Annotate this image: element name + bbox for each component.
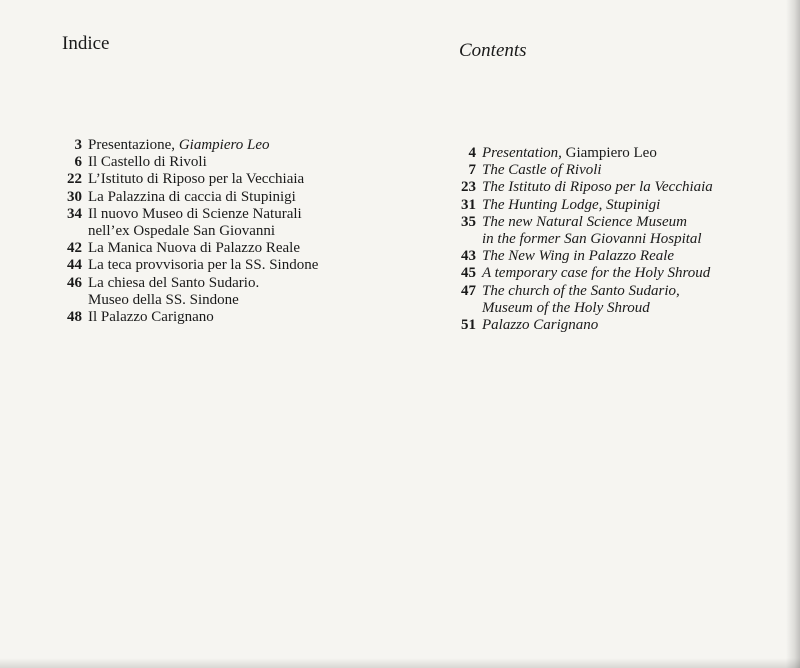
entry-title: Il Castello di Rivoli — [88, 154, 207, 171]
page-number: 4 — [468, 145, 476, 161]
page-number: 42 — [67, 240, 82, 257]
page-number: 51 — [461, 317, 476, 334]
toc-entry — [452, 145, 713, 162]
entry-title: La teca provvisoria per la SS. Sindone — [88, 257, 319, 274]
page-number: 35 — [461, 213, 476, 230]
page-number: 3 — [74, 137, 82, 153]
english-toc-list — [452, 145, 713, 334]
entry-title: The church of the Santo Sudario, Museum of the Holy Shroud — [482, 282, 680, 316]
page-number: 48 — [67, 309, 82, 326]
entry-title: Il Palazzo Carignano — [88, 309, 214, 326]
contents-heading-english: Contents — [459, 40, 527, 61]
entry-title: Presentazione, Giampiero Leo — [88, 137, 270, 153]
toc-entry — [58, 189, 318, 206]
toc-entry — [58, 171, 318, 188]
toc-entry — [58, 137, 318, 154]
page-number: 6 — [74, 154, 82, 171]
page-number: 45 — [461, 265, 476, 282]
page-number: 30 — [67, 188, 82, 205]
page-number: 31 — [461, 196, 476, 213]
entry-title: La Palazzina di caccia di Stupinigi — [88, 188, 296, 205]
page-number: 22 — [67, 171, 82, 188]
toc-entry — [58, 206, 318, 240]
page-number: 47 — [461, 282, 476, 299]
entry-title: The Hunting Lodge, Stupinigi — [482, 196, 661, 213]
page-number: 23 — [461, 179, 476, 196]
entry-title: The new Natural Science Museum in the former San Giovanni Hospital — [482, 213, 702, 248]
entry-title: A temporary case for the Holy Shroud — [482, 265, 711, 282]
entry-title: Presentation, Giampiero Leo — [482, 145, 657, 161]
toc-entry — [452, 265, 713, 282]
page-number: 34 — [67, 205, 82, 222]
entry-title: The Istituto di Riposo per la Vecchiaia — [482, 179, 713, 196]
toc-entry — [58, 240, 318, 257]
entry-title: La chiesa del Santo Sudario. Museo della SS. Sindone — [88, 274, 260, 308]
toc-entry — [58, 257, 318, 274]
entry-title: The Castle of Rivoli — [482, 162, 602, 179]
toc-entry — [452, 248, 713, 265]
page-number: 43 — [461, 248, 476, 265]
page-bottom-shadow — [0, 658, 800, 668]
toc-entry — [452, 214, 713, 248]
entry-title: L’Istituto di Riposo per la Vecchiaia — [88, 171, 305, 188]
entry-title: Il nuovo Museo di Scienze Naturali nell’ex Ospedale San Giovanni — [88, 205, 302, 240]
page-number: 44 — [67, 257, 82, 274]
entry-title: The New Wing in Palazzo Reale — [482, 248, 675, 265]
toc-entry — [452, 162, 713, 179]
toc-entry — [452, 283, 713, 317]
entry-title: Palazzo Carignano — [482, 317, 599, 334]
page-number: 7 — [468, 162, 476, 179]
toc-entry — [58, 309, 318, 326]
toc-entry — [452, 197, 713, 214]
toc-entry — [58, 275, 318, 309]
toc-entry — [452, 179, 713, 196]
page-number: 46 — [67, 274, 82, 291]
toc-entry — [58, 154, 318, 171]
toc-entry — [452, 317, 713, 334]
index-heading-italian: Indice — [62, 33, 110, 54]
entry-title: La Manica Nuova di Palazzo Reale — [88, 240, 300, 257]
italian-toc-list — [58, 137, 318, 326]
page-edge-shadow — [786, 0, 800, 668]
